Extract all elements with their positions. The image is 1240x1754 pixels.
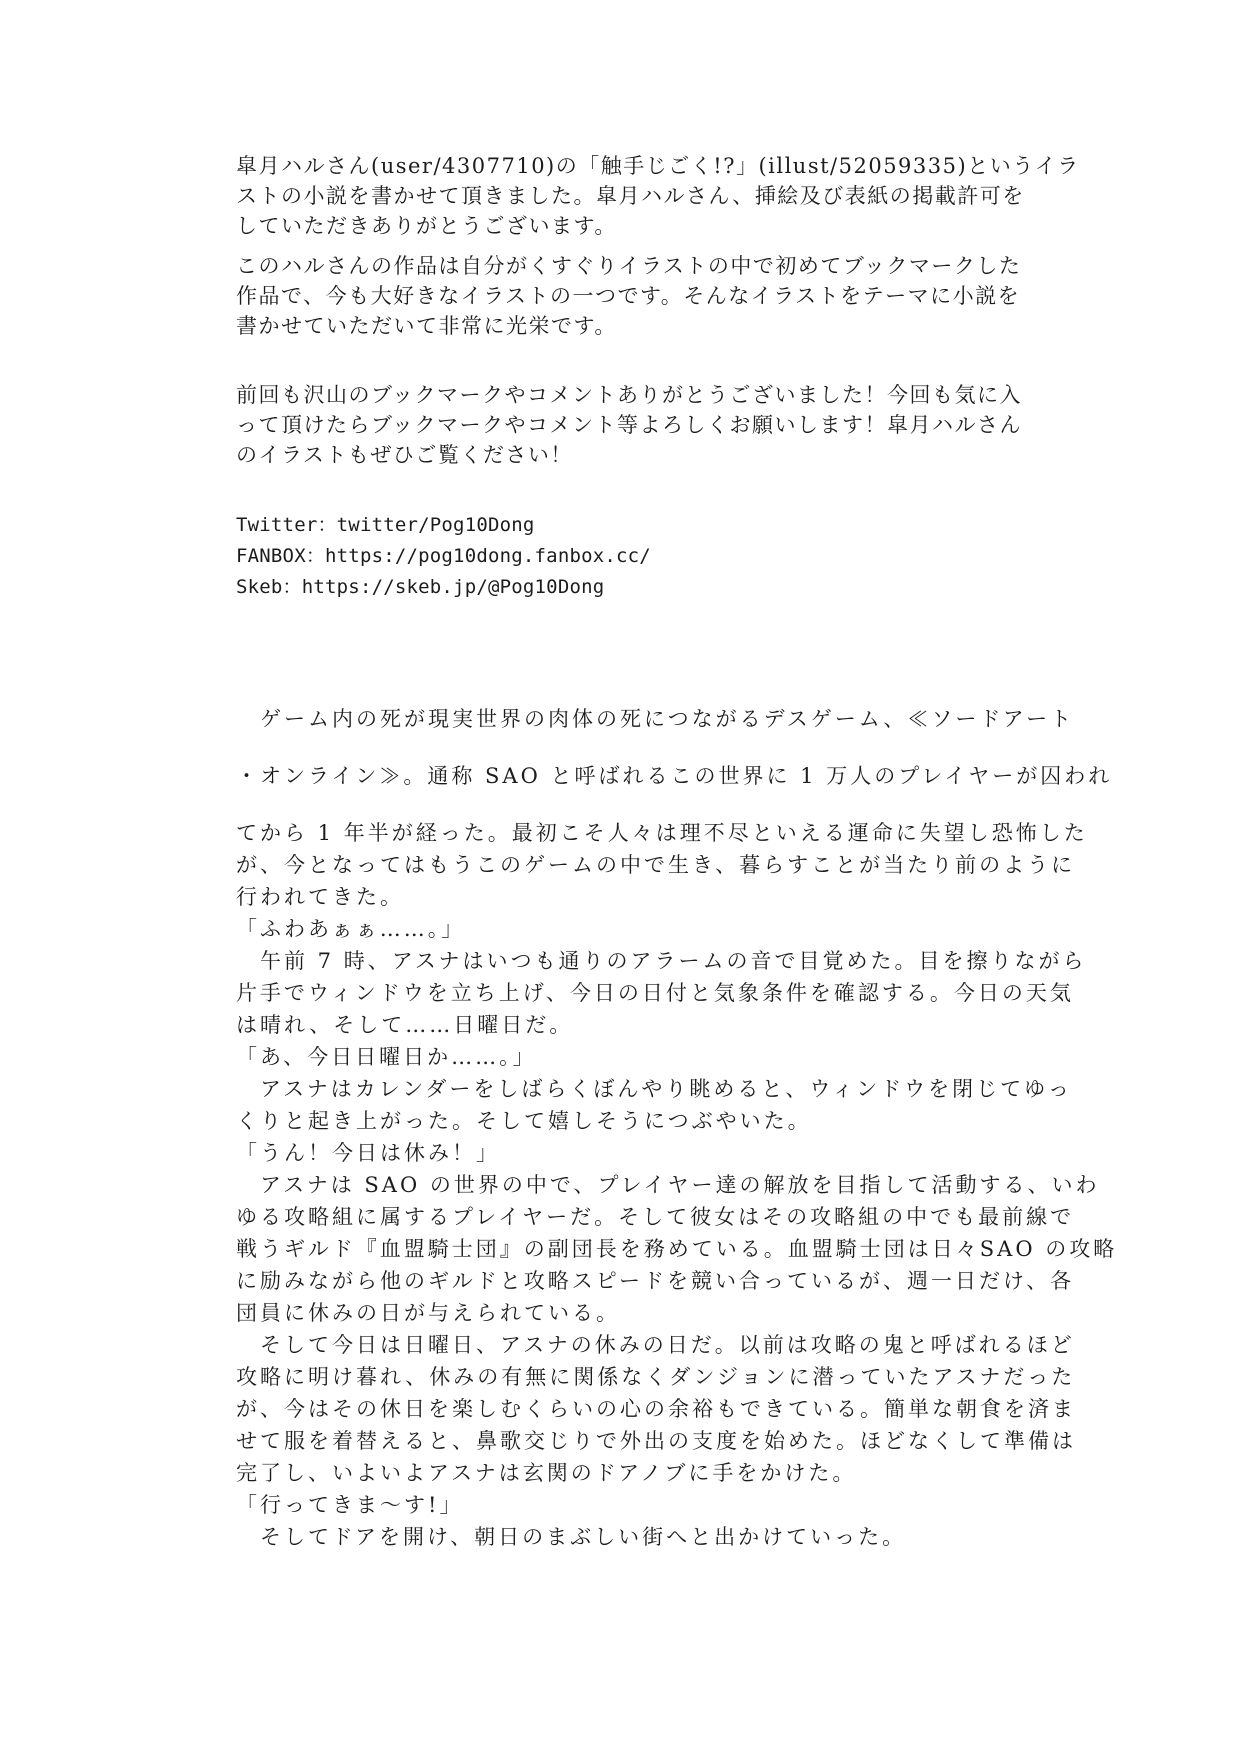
story-line: に励みながら他のギルドと攻略スピードを競い合っているが、週一日だけ、各 (236, 1269, 1075, 1293)
author-note-line: ストの小説を書かせて頂きました。皐月ハルさん、挿絵及び表紙の掲載許可を (236, 184, 1025, 208)
story-line: 片手でウィンドウを立ち上げ、今日の日付と気象条件を確認する。今日の天気 (236, 981, 1074, 1005)
story-line: アスナは SAO の世界の中で、プレイヤー達の解放を目指して活動する、いわ (236, 1173, 1100, 1197)
story-line: 攻略に明け暮れ、休みの有無に関係なくダンジョンに潜っていたアスナだった (236, 1365, 1076, 1389)
author-note-line: このハルさんの作品は自分がくすぐりイラストの中で初めてブックマークした (236, 254, 1022, 278)
story-line: てから 1 年半が経った。最初こそ人々は理不尽といえる運命に失望し恐怖した (236, 821, 1088, 845)
story-line: くりと起き上がった。そして嬉しそうにつぶやいた。 (236, 1109, 812, 1133)
skeb-link[interactable]: Skeb：https://skeb.jp/@Pog10Dong (236, 576, 605, 598)
story-line: そしてドアを開け、朝日のまぶしい街へと出かけていった。 (236, 1525, 907, 1549)
thanks-note-line: って頂けたらブックマークやコメント等よろしくお願いします！皐月ハルさん (236, 413, 1023, 437)
story-line: 午前 7 時、アスナはいつも通りのアラームの音で目覚めた。目を擦りながら (236, 949, 1087, 973)
story-line: 行われてきた。 (236, 885, 404, 909)
fanbox-link[interactable]: FANBOX：https://pog10dong.fanbox.cc/ (236, 545, 651, 567)
story-line: アスナはカレンダーをしばらくぼんやり眺めると、ウィンドウを閉じてゆっ (236, 1077, 1072, 1101)
author-note-line: 作品で、今も大好きなイラストの一つです。そんなイラストをテーマに小説を (236, 284, 1021, 308)
story-line: せて服を着替えると、鼻歌交じりで外出の支度を始めた。ほどなくして準備は (236, 1429, 1076, 1453)
story-line: が、今はその休日を楽しむくらいの心の余裕もできている。簡単な朝食を済ま (236, 1397, 1076, 1421)
story-line: は晴れ、そして……日曜日だ。 (236, 1013, 574, 1037)
story-line: そして今日は日曜日、アスナの休みの日だ。以前は攻略の鬼と呼ばれるほど (236, 1333, 1075, 1357)
story-line: が、今となってはもうこのゲームの中で生き、暮らすことが当たり前のように (236, 853, 1076, 877)
thanks-note-line: のイラストもぜひご覧ください！ (236, 443, 573, 467)
author-note-line: 書かせていただいて非常に光栄です。 (236, 314, 617, 338)
story-line: 「あ、今日日曜日か……。」 (236, 1045, 537, 1069)
story-line: 「行ってきま～す!」 (236, 1493, 464, 1517)
author-note-line: 皐月ハルさん(user/4307710)の「触手じごく!?」(illust/52059335)というイラ (236, 154, 1080, 178)
story-line: ・オンライン≫。通称 SAO と呼ばれるこの世界に 1 万人のプレイヤーが囚われ (236, 764, 1113, 788)
author-note-line: していただきありがとうございます。 (236, 214, 617, 238)
story-line: 「うん！今日は休み！」 (236, 1141, 500, 1165)
story-line: 団員に休みの日が与えられている。 (236, 1301, 620, 1325)
twitter-link[interactable]: Twitter：twitter/Pog10Dong (236, 514, 535, 536)
story-line: 完了し、いよいよアスナは玄関のドアノブに手をかけた。 (236, 1461, 857, 1485)
story-line: ゆる攻略組に属するプレイヤーだ。そして彼女はその攻略組の中でも最前線で (236, 1205, 1075, 1229)
story-line: ゲーム内の死が現実世界の肉体の死につながるデスゲーム、≪ソードアート (236, 707, 1075, 731)
thanks-note-line: 前回も沢山のブックマークやコメントありがとうございました！今回も気に入 (236, 383, 1023, 407)
story-line: 戦うギルド『血盟騎士団』の副団長を務めている。血盟騎士団は日々SAO の攻略 (236, 1237, 1118, 1261)
story-line: 「ふわあぁぁ……。」 (236, 917, 466, 941)
